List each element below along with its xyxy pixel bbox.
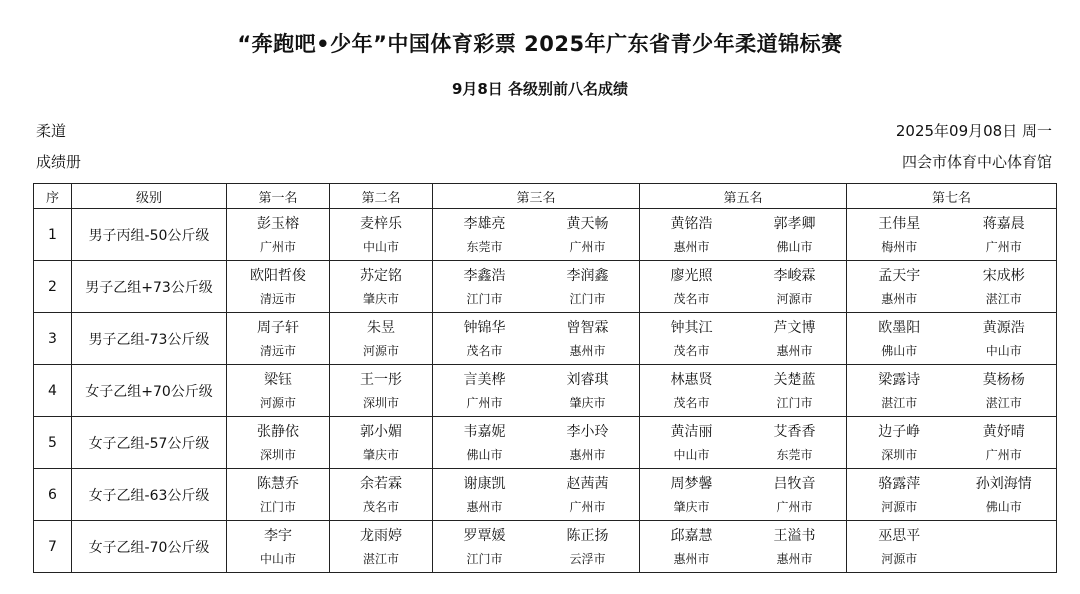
athlete-city: 深圳市 (362, 396, 399, 410)
second-place-athlete (330, 262, 432, 312)
sport-label: 柔道 (36, 122, 67, 140)
athlete-name: 巫思平 (878, 528, 921, 544)
third-place-athlete (536, 418, 639, 468)
athlete-city: 云浮市 (569, 552, 606, 566)
third-place-cell (433, 365, 640, 417)
athlete-name: 钟其江 (670, 320, 713, 336)
table-row (34, 313, 1057, 365)
third-place-athlete (433, 210, 536, 260)
first-place-athlete (227, 366, 329, 416)
event-date: 2025年09月08日 周一 (895, 122, 1052, 140)
first-place-cell (227, 417, 330, 469)
seventh-place-cell (847, 469, 1057, 521)
first-place-athlete (227, 470, 329, 520)
row-seq: 5 (34, 417, 72, 469)
athlete-name: 欧阳哲俊 (250, 268, 306, 284)
third-place-athlete (536, 470, 639, 520)
seventh-place-cell (847, 209, 1057, 261)
fifth-place-athlete (743, 262, 846, 312)
athlete-city: 湛江市 (362, 552, 399, 566)
athlete-name: 黄源浩 (982, 320, 1025, 336)
athlete-name: 莫杨杨 (982, 372, 1025, 388)
athlete-city: 广州市 (985, 240, 1022, 254)
first-place-cell (227, 521, 330, 573)
seventh-place-athlete (847, 262, 952, 312)
athlete-name: 余若霖 (360, 476, 402, 492)
athlete-name: 孟天宇 (878, 268, 921, 284)
fifth-place-cell (640, 521, 847, 573)
second-place-athlete (330, 418, 432, 468)
athlete-name: 黄天畅 (566, 216, 609, 232)
athlete-city: 梅州市 (881, 240, 918, 254)
third-place-athlete (433, 314, 536, 364)
athlete-city: 广州市 (466, 396, 503, 410)
fifth-place-athlete (743, 210, 846, 260)
athlete-name: 王一彤 (360, 372, 402, 388)
athlete-name: 郭孝卿 (773, 216, 816, 232)
table-row (34, 261, 1057, 313)
athlete-city: 茂名市 (466, 344, 503, 358)
athlete-city: 清远市 (259, 292, 296, 306)
athlete-name: 孙刘海情 (975, 476, 1032, 492)
header-class: 级别 (72, 184, 227, 209)
row-weight-class: 女子乙组-63公斤级 (72, 469, 227, 521)
athlete-city: 深圳市 (259, 448, 296, 462)
seventh-place-cell (847, 365, 1057, 417)
first-place-athlete (227, 210, 329, 260)
athlete-city: 清远市 (259, 344, 296, 358)
athlete-city: 江门市 (466, 292, 503, 306)
athlete-name: 韦嘉妮 (463, 424, 506, 440)
third-place-cell (433, 261, 640, 313)
third-place-athlete (433, 470, 536, 520)
athlete-city: 惠州市 (673, 552, 710, 566)
athlete-name: 林惠贤 (670, 372, 713, 388)
athlete-name: 李鑫浩 (463, 268, 506, 284)
first-place-athlete (227, 522, 329, 572)
third-place-athlete (433, 366, 536, 416)
fifth-place-athlete (640, 522, 743, 572)
athlete-name: 周子轩 (257, 320, 299, 336)
row-seq: 2 (34, 261, 72, 313)
athlete-city: 东莞市 (776, 448, 813, 462)
seventh-place-cell (847, 313, 1057, 365)
seventh-place-athlete (847, 366, 952, 416)
athlete-city: 茂名市 (673, 344, 710, 358)
athlete-name: 边子峥 (878, 424, 921, 440)
athlete-name: 李小玲 (566, 424, 609, 440)
athlete-name: 刘睿琪 (566, 372, 609, 388)
athlete-city: 河源市 (362, 344, 399, 358)
athlete-name: 黄铭浩 (670, 216, 713, 232)
fifth-place-athlete (640, 314, 743, 364)
seventh-place-athlete (847, 418, 952, 468)
fifth-place-athlete (743, 418, 846, 468)
fifth-place-cell (640, 209, 847, 261)
table-row (34, 209, 1057, 261)
athlete-city: 佛山市 (776, 240, 813, 254)
athlete-city: 惠州市 (776, 552, 813, 566)
header-second: 第二名 (330, 184, 433, 209)
athlete-name: 芦文博 (773, 320, 816, 336)
athlete-city: 肇庆市 (569, 396, 606, 410)
third-place-athlete (536, 522, 639, 572)
athlete-city: 河源市 (881, 552, 918, 566)
first-place-cell (227, 261, 330, 313)
athlete-city: 惠州市 (569, 448, 606, 462)
first-place-athlete (227, 262, 329, 312)
fifth-place-athlete (743, 314, 846, 364)
athlete-name: 李润鑫 (566, 268, 609, 284)
third-place-cell (433, 417, 640, 469)
fifth-place-cell (640, 469, 847, 521)
second-place-athlete (330, 314, 432, 364)
athlete-city: 佛山市 (466, 448, 503, 462)
athlete-name: 廖光照 (670, 268, 713, 284)
third-place-athlete (536, 210, 639, 260)
athlete-name: 龙雨婷 (360, 528, 402, 544)
athlete-city: 江门市 (569, 292, 606, 306)
seventh-place-athlete (847, 522, 952, 572)
second-place-athlete (330, 210, 432, 260)
second-place-athlete (330, 366, 432, 416)
second-place-cell (330, 417, 433, 469)
athlete-city: 佛山市 (881, 344, 918, 358)
seventh-place-athlete (847, 470, 952, 520)
header-first: 第一名 (227, 184, 330, 209)
athlete-city: 茂名市 (673, 292, 710, 306)
seventh-place-cell (847, 261, 1057, 313)
row-weight-class: 女子乙组-70公斤级 (72, 521, 227, 573)
row-weight-class: 男子乙组+73公斤级 (72, 261, 227, 313)
third-place-cell (433, 469, 640, 521)
row-seq: 7 (34, 521, 72, 573)
athlete-city: 江门市 (259, 500, 296, 514)
header-fifth: 第五名 (640, 184, 847, 209)
header-seq: 序 (34, 184, 72, 209)
athlete-city: 河源市 (881, 500, 918, 514)
athlete-name: 赵茜茜 (566, 476, 609, 492)
athlete-city: 中山市 (362, 240, 399, 254)
athlete-city: 湛江市 (985, 396, 1022, 410)
table-row (34, 469, 1057, 521)
athlete-name: 骆露萍 (878, 476, 921, 492)
third-place-cell (433, 209, 640, 261)
document-subtitle: 9月8日 各级别前八名成绩 (451, 80, 629, 98)
athlete-name: 欧墨阳 (878, 320, 921, 336)
athlete-name: 陈正扬 (566, 528, 609, 544)
athlete-name: 言美桦 (463, 372, 506, 388)
athlete-city: 广州市 (569, 500, 606, 514)
athlete-city: 河源市 (259, 396, 296, 410)
athlete-city: 肇庆市 (362, 292, 399, 306)
third-place-athlete (433, 522, 536, 572)
row-seq: 1 (34, 209, 72, 261)
fifth-place-cell (640, 417, 847, 469)
seventh-place-athlete (847, 314, 952, 364)
third-place-athlete (433, 262, 536, 312)
fifth-place-cell (640, 365, 847, 417)
fifth-place-athlete (640, 418, 743, 468)
event-venue: 四会市体育中心体育馆 (901, 153, 1052, 171)
athlete-city: 河源市 (776, 292, 813, 306)
athlete-name: 王伟星 (878, 216, 921, 232)
athlete-name: 曾智霖 (566, 320, 609, 336)
athlete-city: 佛山市 (985, 500, 1022, 514)
athlete-city: 茂名市 (362, 500, 399, 514)
athlete-name: 王溢书 (773, 528, 816, 544)
third-place-cell (433, 313, 640, 365)
athlete-name: 黄洁丽 (670, 424, 713, 440)
second-place-cell (330, 261, 433, 313)
athlete-name: 李宇 (264, 528, 292, 544)
seventh-place-athlete (952, 314, 1057, 364)
athlete-city: 深圳市 (881, 448, 918, 462)
seventh-place-athlete (952, 470, 1057, 520)
third-place-athlete (536, 314, 639, 364)
seventh-place-cell (847, 417, 1057, 469)
athlete-name: 彭玉榕 (257, 216, 299, 232)
athlete-city: 中山市 (673, 448, 710, 462)
athlete-name: 张静依 (257, 424, 299, 440)
first-place-cell (227, 209, 330, 261)
second-place-athlete (330, 470, 432, 520)
athlete-name: 黄妤晴 (982, 424, 1025, 440)
first-place-cell (227, 469, 330, 521)
third-place-athlete (433, 418, 536, 468)
third-place-cell (433, 521, 640, 573)
athlete-name: 梁钰 (264, 372, 292, 388)
seventh-place-athlete (847, 210, 952, 260)
athlete-city: 惠州市 (569, 344, 606, 358)
row-seq: 6 (34, 469, 72, 521)
second-place-cell (330, 469, 433, 521)
fifth-place-athlete (743, 522, 846, 572)
row-weight-class: 女子乙组-57公斤级 (72, 417, 227, 469)
athlete-city: 茂名市 (673, 396, 710, 410)
document-title: “奔跑吧•少年”中国体育彩票 2025年广东省青少年柔道锦标赛 (237, 32, 843, 56)
table-row (34, 521, 1057, 573)
table-header-row (34, 184, 1057, 209)
book-label: 成绩册 (36, 153, 82, 171)
second-place-cell (330, 365, 433, 417)
seventh-place-athlete (952, 522, 1057, 572)
fifth-place-athlete (640, 210, 743, 260)
athlete-name: 蒋嘉晨 (982, 216, 1025, 232)
table-row (34, 365, 1057, 417)
first-place-athlete (227, 314, 329, 364)
athlete-name: 周梦馨 (670, 476, 713, 492)
athlete-name: 钟锦华 (463, 320, 506, 336)
header-third: 第三名 (433, 184, 640, 209)
athlete-city: 江门市 (776, 396, 813, 410)
athlete-city: 广州市 (776, 500, 813, 514)
fifth-place-athlete (640, 366, 743, 416)
athlete-name: 邱嘉慧 (670, 528, 713, 544)
athlete-city: 广州市 (985, 448, 1022, 462)
athlete-name: 宋成彬 (982, 268, 1025, 284)
seventh-place-athlete (952, 262, 1057, 312)
second-place-athlete (330, 522, 432, 572)
fifth-place-athlete (743, 470, 846, 520)
third-place-athlete (536, 366, 639, 416)
second-place-cell (330, 313, 433, 365)
row-weight-class: 女子乙组+70公斤级 (72, 365, 227, 417)
athlete-name: 梁露诗 (878, 372, 921, 388)
athlete-name: 谢康凯 (463, 476, 506, 492)
second-place-cell (330, 209, 433, 261)
seventh-place-athlete (952, 366, 1057, 416)
athlete-city: 肇庆市 (362, 448, 399, 462)
row-seq: 3 (34, 313, 72, 365)
fifth-place-athlete (640, 262, 743, 312)
third-place-athlete (536, 262, 639, 312)
athlete-name: 苏定铭 (360, 268, 402, 284)
athlete-city: 惠州市 (673, 240, 710, 254)
fifth-place-athlete (640, 470, 743, 520)
athlete-city: 广州市 (259, 240, 296, 254)
athlete-name: 朱昱 (367, 320, 395, 336)
athlete-name: 麦梓乐 (360, 216, 402, 232)
seventh-place-cell (847, 521, 1057, 573)
athlete-city: 中山市 (259, 552, 296, 566)
athlete-city: 肇庆市 (673, 500, 710, 514)
fifth-place-cell (640, 261, 847, 313)
first-place-cell (227, 365, 330, 417)
athlete-name: 李峻霖 (773, 268, 816, 284)
athlete-city: 惠州市 (466, 500, 503, 514)
athlete-name: 关楚蓝 (773, 372, 816, 388)
first-place-cell (227, 313, 330, 365)
athlete-name: 李雄亮 (463, 216, 506, 232)
athlete-city: 东莞市 (466, 240, 503, 254)
athlete-city: 广州市 (569, 240, 606, 254)
athlete-city: 江门市 (466, 552, 503, 566)
second-place-cell (330, 521, 433, 573)
athlete-name: 罗覃媛 (463, 528, 506, 544)
row-seq: 4 (34, 365, 72, 417)
athlete-city: 中山市 (985, 344, 1022, 358)
fifth-place-cell (640, 313, 847, 365)
first-place-athlete (227, 418, 329, 468)
results-table (33, 183, 1057, 573)
table-row (34, 417, 1057, 469)
athlete-name: 陈慧乔 (257, 476, 299, 492)
athlete-city: 湛江市 (881, 396, 918, 410)
athlete-city: 湛江市 (985, 292, 1022, 306)
row-weight-class: 男子乙组-73公斤级 (72, 313, 227, 365)
athlete-name: 艾香香 (773, 424, 816, 440)
seventh-place-athlete (952, 210, 1057, 260)
header-seventh: 第七名 (847, 184, 1057, 209)
seventh-place-athlete (952, 418, 1057, 468)
athlete-city: 惠州市 (776, 344, 813, 358)
fifth-place-athlete (743, 366, 846, 416)
athlete-city: 惠州市 (881, 292, 918, 306)
athlete-name: 郭小媚 (360, 424, 402, 440)
row-weight-class: 男子丙组-50公斤级 (72, 209, 227, 261)
athlete-name: 吕牧音 (773, 476, 816, 492)
